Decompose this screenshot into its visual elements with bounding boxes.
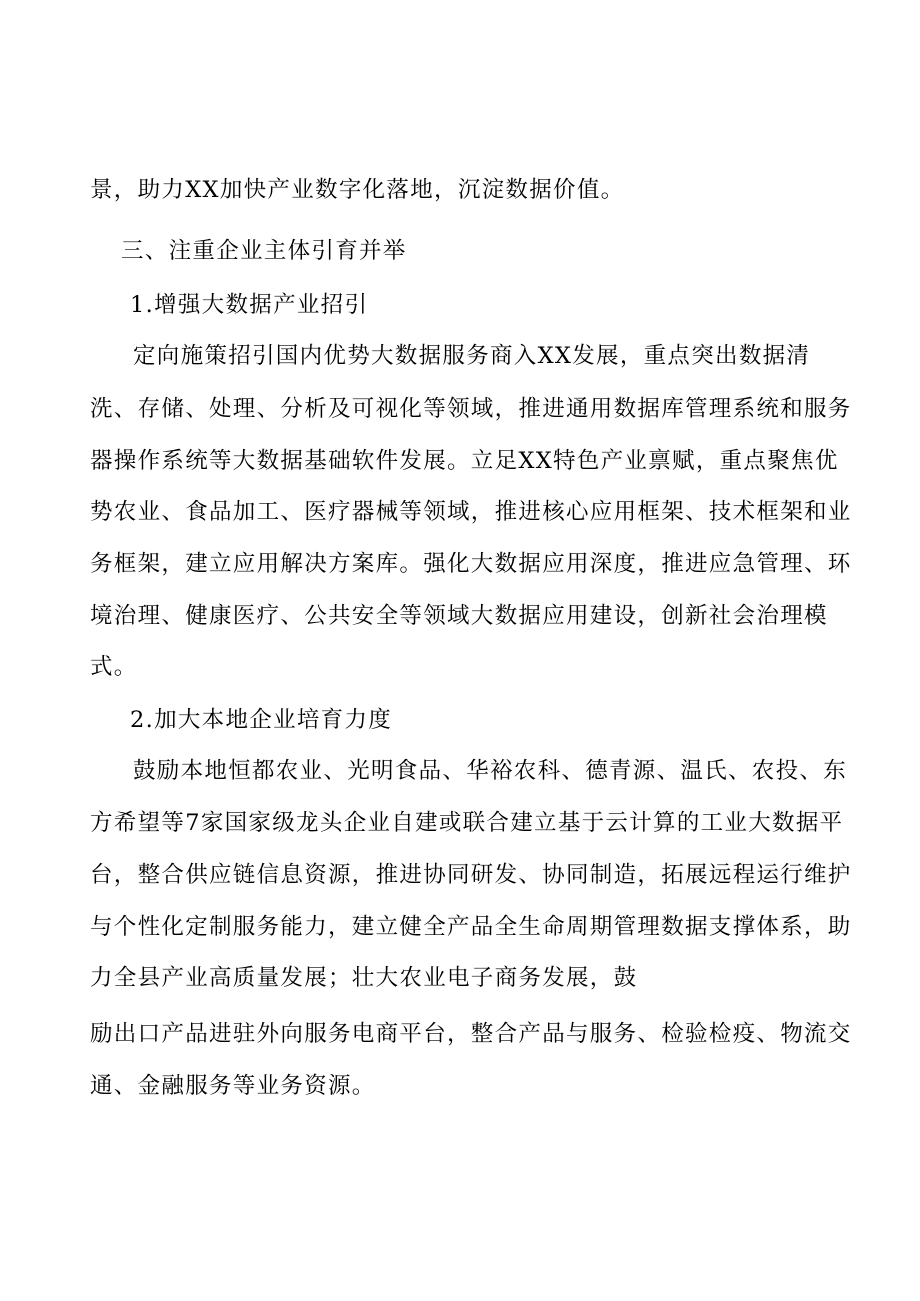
subsection-heading: 2.加大本地企业培育力度	[130, 707, 393, 733]
text-line: 境治理、健康医疗、公共安全等领域大数据应用建设，创新社会治理模	[90, 603, 828, 629]
text-line: 务框架，建立应用解决方案库。强化大数据应用深度，推进应急管理、环	[90, 551, 852, 577]
text-line: 定向施策招引国内优势大数据服务商入XX发展，重点突出数据清	[133, 343, 811, 369]
text-line: 鼓励本地恒都农业、光明食品、华裕农科、德青源、温氏、农投、东	[133, 758, 848, 784]
text-line: 景，助力XX加快产业数字化落地，沉淀数据价值。	[90, 177, 625, 203]
text-line: 与个性化定制服务能力，建立健全产品全生命周期管理数据支撑体系，助	[90, 914, 852, 940]
text-line: 励出口产品进驻外向服务电商平台，整合产品与服务、检验检疫、物流交	[90, 1021, 852, 1047]
text-line: 台，整合供应链信息资源，推进协同研发、协同制造，拓展远程运行维护	[90, 862, 852, 888]
text-line: 通、金融服务等业务资源。	[90, 1073, 376, 1099]
text-line: 器操作系统等大数据基础软件发展。立足XX特色产业禀赋，重点聚焦优	[90, 448, 839, 474]
subsection-heading: 1.增强大数据产业招引	[130, 292, 369, 318]
text-line: 式。	[90, 654, 138, 680]
section-heading: 三、注重企业主体引育并举	[121, 238, 407, 264]
text-line: 势农业、食品加工、医疗器械等领域，推进核心应用框架、技术框架和业	[90, 499, 852, 525]
text-line: 力全县产业高质量发展；壮大农业电子商务发展，鼓	[90, 965, 638, 991]
text-line: 方希望等7家国家级龙头企业自建或联合建立基于云计算的工业大数据平	[90, 810, 844, 836]
text-line: 洗、存储、处理、分析及可视化等领域，推进通用数据库管理系统和服务	[90, 396, 852, 422]
